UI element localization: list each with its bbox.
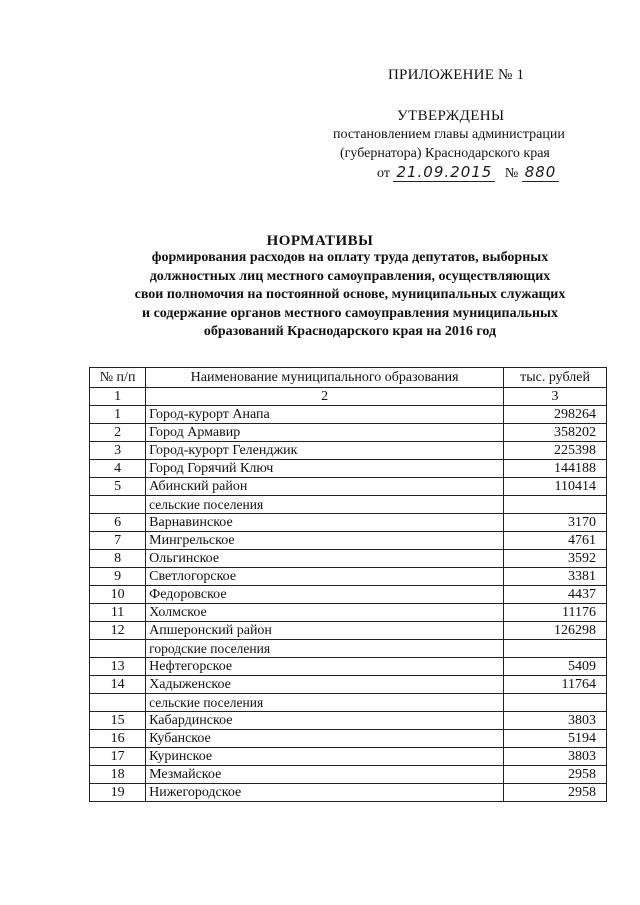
table-row — [90, 748, 607, 766]
row-number: 9 — [90, 568, 146, 586]
row-name: Нижегородское — [146, 784, 504, 802]
row-number: 18 — [90, 766, 146, 784]
row-value: 4761 — [504, 532, 607, 550]
header-value: тыс. рублей — [504, 368, 607, 388]
row-number: 15 — [90, 712, 146, 730]
row-number: 12 — [90, 622, 146, 640]
subtitle-line: и содержание органов местного самоуправления муниципальных — [142, 305, 558, 321]
row-value: 358202 — [504, 424, 607, 442]
row-number: 2 — [90, 424, 146, 442]
row-number: 7 — [90, 532, 146, 550]
row-value: 2958 — [504, 766, 607, 784]
row-value: 5194 — [504, 730, 607, 748]
row-value: 110414 — [504, 478, 607, 496]
row-value: 225398 — [504, 442, 607, 460]
number-label: № — [504, 166, 519, 181]
row-name: Нефтегорское — [146, 658, 504, 676]
row-name: Светлогорское — [146, 568, 504, 586]
table-row — [90, 442, 607, 460]
row-number: 13 — [90, 658, 146, 676]
row-value: 2958 — [504, 784, 607, 802]
row-name: Федоровское — [146, 586, 504, 604]
row-name: Город Армавир — [146, 424, 504, 442]
row-number: 3 — [90, 442, 146, 460]
table-section-row — [90, 640, 607, 658]
subtitle-line: свои полномочия на постоянной основе, муниципальных служащих — [134, 287, 566, 302]
handwritten-number: 880 — [522, 163, 560, 182]
row-number: 11 — [90, 604, 146, 622]
table-row — [90, 676, 607, 694]
subtitle-line: формирования расходов на оплату труда депутатов, выборных — [151, 250, 549, 265]
row-name: Город Горячий Ключ — [146, 460, 504, 478]
table-row — [90, 586, 607, 604]
row-number: 5 — [90, 478, 146, 496]
row-value — [504, 496, 607, 514]
index-col-3: 3 — [504, 388, 607, 406]
row-name: Город-курорт Анапа — [146, 406, 504, 424]
row-number: 6 — [90, 514, 146, 532]
table-row — [90, 784, 607, 802]
row-name: Мингрельское — [146, 532, 504, 550]
document-subtitle — [110, 249, 590, 342]
table-row — [90, 730, 607, 748]
row-value — [504, 694, 607, 712]
row-value: 3592 — [504, 550, 607, 568]
row-name: Мезмайское — [146, 766, 504, 784]
table-row — [90, 712, 607, 730]
row-number: 8 — [90, 550, 146, 568]
row-value: 126298 — [504, 622, 607, 640]
header-name: Наименование муниципального образования — [146, 368, 504, 388]
table-row — [90, 406, 607, 424]
table-row — [90, 478, 607, 496]
row-number: 14 — [90, 676, 146, 694]
date-prefix: от — [377, 166, 390, 181]
row-number: 19 — [90, 784, 146, 802]
row-name: сельские поселения — [146, 694, 504, 712]
row-name: сельские поселения — [146, 496, 504, 514]
row-value: 3381 — [504, 568, 607, 586]
header-num: № п/п — [90, 368, 146, 388]
decree-date-line — [377, 163, 559, 182]
row-name: Ольгинское — [146, 550, 504, 568]
row-name: Варнавинское — [146, 514, 504, 532]
row-number — [90, 694, 146, 712]
row-value: 3803 — [504, 712, 607, 730]
row-number: 16 — [90, 730, 146, 748]
subtitle-line: образований Краснодарского края на 2016 год — [203, 324, 497, 339]
index-col-1: 1 — [90, 388, 146, 406]
table-section-row — [90, 694, 607, 712]
row-name: городские поселения — [146, 640, 504, 658]
row-number: 17 — [90, 748, 146, 766]
row-value: 4437 — [504, 586, 607, 604]
row-name: Кубанское — [146, 730, 504, 748]
row-name: Абинский район — [146, 478, 504, 496]
table-row — [90, 424, 607, 442]
handwritten-date: 21.09.2015 — [393, 163, 495, 182]
index-col-2: 2 — [146, 388, 504, 406]
subtitle-line: должностных лиц местного самоуправления, осуществляющих — [149, 268, 551, 284]
table-header-row — [90, 368, 607, 388]
row-name: Хадыженское — [146, 676, 504, 694]
row-value: 3170 — [504, 514, 607, 532]
decree-line-2: (губернатора) Краснодарского края — [340, 146, 550, 161]
appendix-label: ПРИЛОЖЕНИЕ № 1 — [388, 67, 525, 83]
table-row — [90, 622, 607, 640]
row-number — [90, 496, 146, 514]
row-name: Кабардинское — [146, 712, 504, 730]
decree-line-1: постановлением главы администрации — [333, 127, 565, 142]
row-value — [504, 640, 607, 658]
row-number: 1 — [90, 406, 146, 424]
row-value: 11176 — [504, 604, 607, 622]
table-row — [90, 550, 607, 568]
row-value: 298264 — [504, 406, 607, 424]
document-title: НОРМАТИВЫ — [266, 233, 374, 249]
approved-label: УТВЕРЖДЕНЫ — [397, 108, 505, 124]
table-row — [90, 460, 607, 478]
table-row — [90, 658, 607, 676]
row-value: 5409 — [504, 658, 607, 676]
row-number: 10 — [90, 586, 146, 604]
row-value: 3803 — [504, 748, 607, 766]
row-value: 11764 — [504, 676, 607, 694]
norms-table — [89, 367, 607, 802]
table-row — [90, 604, 607, 622]
row-number: 4 — [90, 460, 146, 478]
row-number — [90, 640, 146, 658]
column-index-row — [90, 388, 607, 406]
table-row — [90, 766, 607, 784]
table-section-row — [90, 496, 607, 514]
row-name: Холмское — [146, 604, 504, 622]
row-name: Апшеронский район — [146, 622, 504, 640]
table-row — [90, 532, 607, 550]
row-value: 144188 — [504, 460, 607, 478]
row-name: Город-курорт Геленджик — [146, 442, 504, 460]
table-row — [90, 514, 607, 532]
table-row — [90, 568, 607, 586]
row-name: Куринское — [146, 748, 504, 766]
